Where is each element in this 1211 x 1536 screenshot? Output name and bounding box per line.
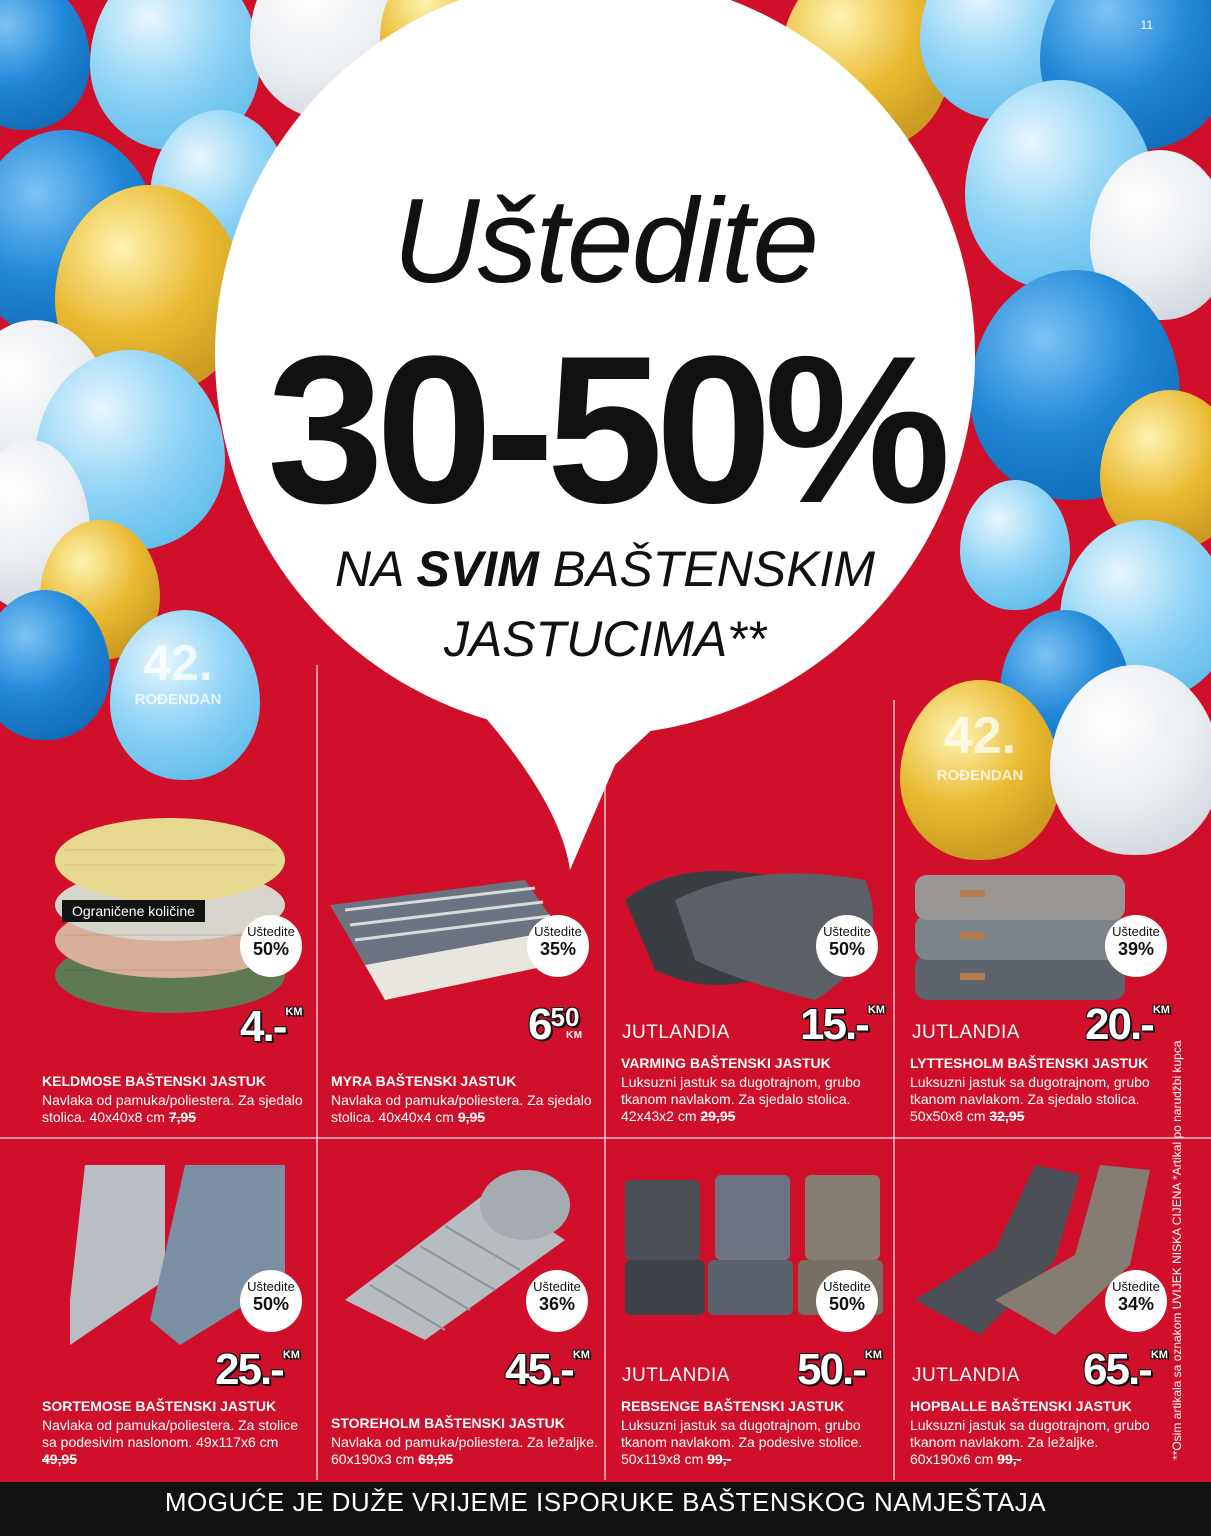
old-price: 7,95 (168, 1109, 197, 1125)
product-price: 65.-$^{KM}$ (1083, 1345, 1168, 1394)
product-price: 4.-$^{KM}$ (240, 1002, 303, 1051)
product-title: VARMING BAŠTENSKI JASTUK (621, 1055, 831, 1071)
product-title: SORTEMOSE BAŠTENSKI JASTUK (42, 1398, 277, 1414)
hero-emphasis: SVIM (416, 541, 539, 597)
old-price: 69,95 (418, 1451, 454, 1467)
product-price: 20.-$^{KM}$ (1085, 1000, 1170, 1049)
birthday-label: ROĐENDAN (936, 767, 1024, 784)
save-badge: Uštedite 50% (816, 915, 878, 977)
product-title: REBSENGE BAŠTENSKI JASTUK (621, 1398, 845, 1414)
hero-save: Uštedite (392, 174, 818, 308)
product-currency: KM (566, 1030, 583, 1041)
product-title: STOREHOLM BAŠTENSKI JASTUK (331, 1415, 565, 1431)
birthday-number: 42. (143, 635, 213, 691)
product-price: 25.-$^{KM}$ (215, 1345, 300, 1394)
brand-label: JUTLANDIA (622, 1365, 730, 1386)
product-title: HOPBALLE BAŠTENSKI JASTUK (910, 1398, 1132, 1414)
brand-label: JUTLANDIA (912, 1022, 1020, 1043)
product-description: Navlaka od pamuka/poliestera. Za stolice sa podesivim naslonom. 49x117x6 cm 49,95 (42, 1417, 299, 1467)
product-description: Luksuzni jastuk sa dugotrajnom, grubo tkanom navlakom. Za sjedalo stolica. 42x43x2 cm 29,95 (621, 1074, 861, 1124)
footer-banner: MOGUĆE JE DUŽE VRIJEME ISPORUKE BAŠTENSKOG NAMJEŠTAJA (0, 1482, 1211, 1536)
product-price: 45.-$^{KM}$ (505, 1345, 590, 1394)
page-number: 11 (1140, 18, 1153, 32)
birthday-number: 42. (943, 707, 1017, 765)
save-badge: Uštedite 50% (240, 915, 302, 977)
old-price: 49,95 (42, 1451, 78, 1467)
product-description: Navlaka od pamuka/poliestera. Za ležaljke. 60x190x3 cm 69,95 (331, 1434, 598, 1467)
product-description: Luksuzni jastuk sa dugotrajnom, grubo tkanom navlakom. Za ležaljke. 60x190x6 cm 99,- (910, 1417, 1150, 1467)
product-title: KELDMOSE BAŠTENSKI JASTUK (42, 1073, 267, 1089)
old-price: 32,95 (989, 1108, 1025, 1124)
old-price: 9,95 (457, 1109, 486, 1125)
hero-subline-2: JASTUCIMA** (443, 611, 767, 667)
product-description: Navlaka od pamuka/poliestera. Za sjedalo stolica. 40x40x4 cm 9,95 (331, 1092, 592, 1125)
product-price: 50.-$^{KM}$ (797, 1345, 882, 1394)
birthday-balloon-gold (915, 707, 1045, 784)
old-price: 99,- (707, 1451, 732, 1467)
product-description: Navlaka od pamuka/poliestera. Za sjedalo stolica. 40x40x8 cm 7,95 (42, 1092, 303, 1125)
product-title: LYTTESHOLM BAŠTENSKI JASTUK (910, 1055, 1149, 1071)
hero-percent: 30-50% (267, 312, 943, 547)
side-footnote: **Osim artikala sa oznakom UVIJEK NISKA CIJENA *Artikal po narudžbi kupca (1170, 1040, 1184, 1460)
save-badge: Uštedite 50% (240, 1270, 302, 1332)
product-description: Luksuzni jastuk sa dugotrajnom, grubo tkanom navlakom. Za podesive stolice. 50x119x8 cm 99,- (621, 1417, 863, 1467)
save-badge: Uštedite 36% (526, 1270, 588, 1332)
save-badge: Uštedite 35% (527, 915, 589, 977)
birthday-balloon-blue (118, 635, 238, 708)
old-price: 99,- (997, 1451, 1022, 1467)
product-description: Luksuzni jastuk sa dugotrajnom, grubo tkanom navlakom. Za sjedalo stolica. 50x50x8 cm 32,95 (910, 1074, 1150, 1124)
brand-label: JUTLANDIA (912, 1365, 1020, 1386)
save-badge: Uštedite 50% (816, 1270, 878, 1332)
limited-quantity-label: Ograničene količine (62, 900, 205, 922)
old-price: 29,95 (700, 1108, 736, 1124)
birthday-label: ROĐENDAN (134, 691, 222, 708)
product-price: $6^{50}$ (528, 1000, 580, 1049)
save-badge: Uštedite 39% (1105, 915, 1167, 977)
hero-subline-1: NA SVIM BAŠTENSKIM (335, 541, 875, 597)
product-title: MYRA BAŠTENSKI JASTUK (331, 1073, 517, 1089)
save-badge: Uštedite 34% (1105, 1270, 1167, 1332)
brand-label: JUTLANDIA (622, 1022, 730, 1043)
product-price: 15.-$^{KM}$ (800, 1000, 885, 1049)
